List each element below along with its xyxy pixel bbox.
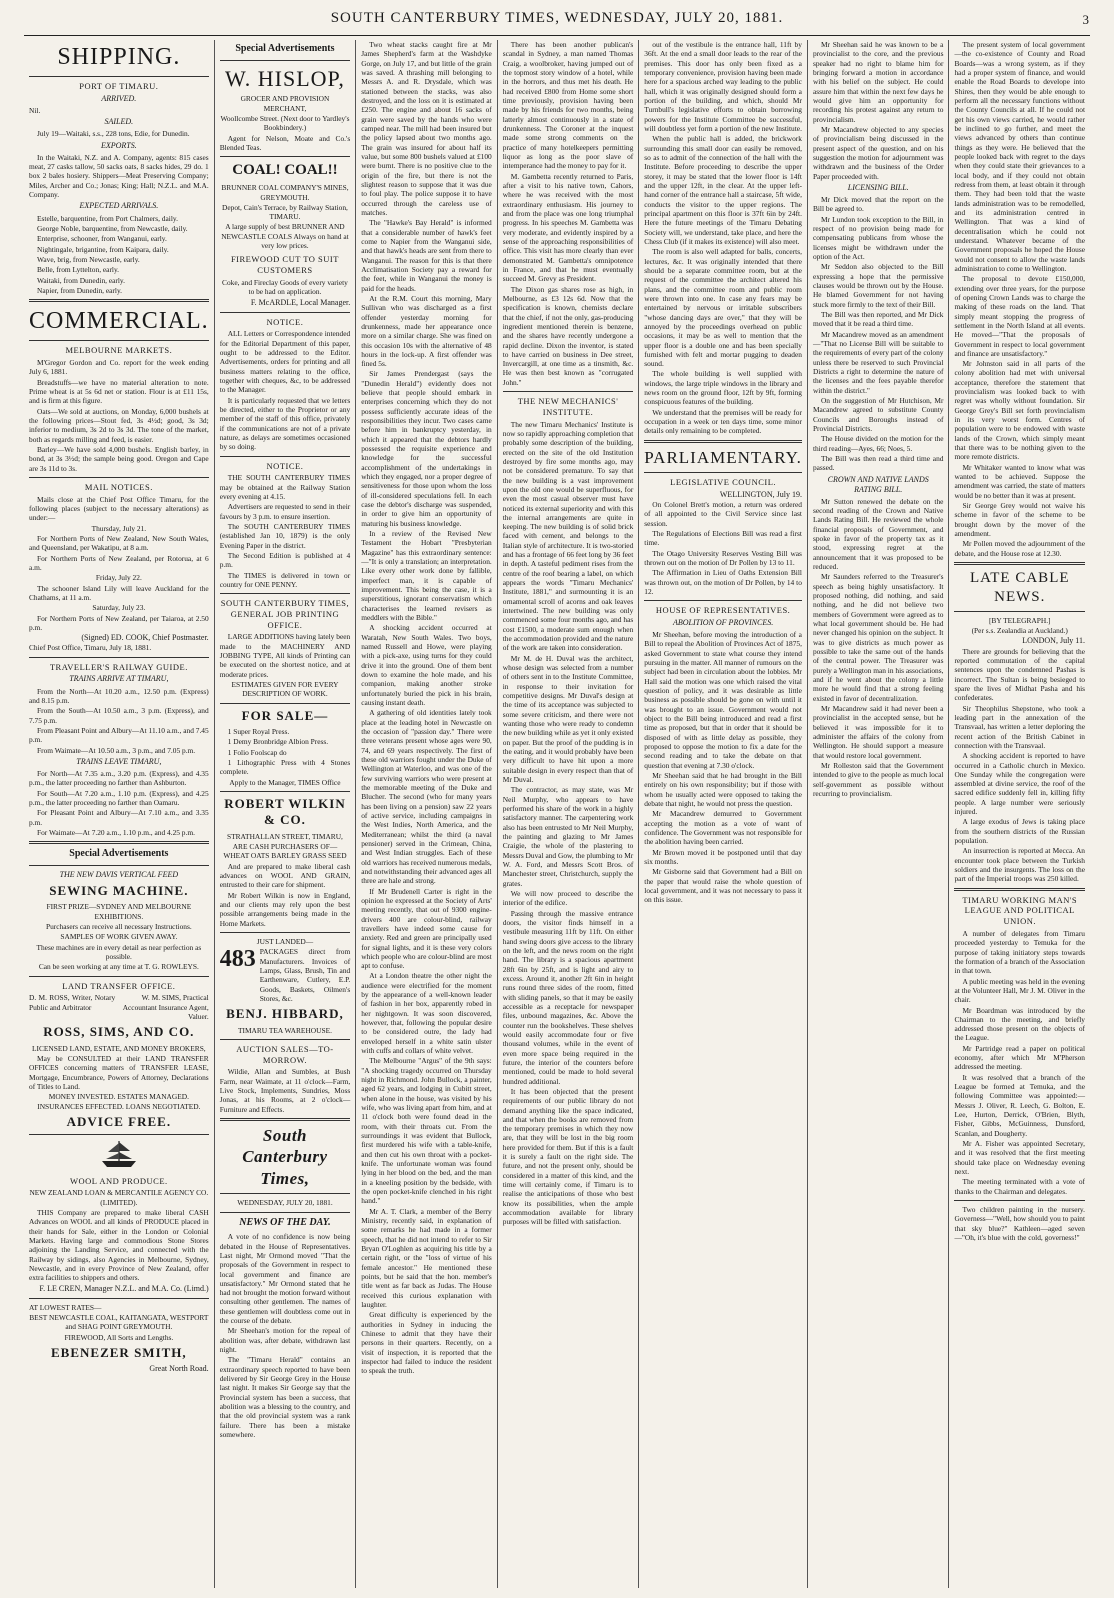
hr-para: Mr Brown moved it be postponed until that day six months. bbox=[644, 847, 802, 866]
article-para: Mr Sutton renewed the debate on the second reading of the Crown and Native Lands Rating Bill. He reviewed the whole financial proposals of Government, and spoke in favor of the property tax as it stood, expressing regret at the announcement that it was proposed to be reduced. bbox=[812, 496, 944, 571]
article-para: If Mr Brudenell Carter is right in the opinion he expressed at the Society of Arts' meeting recently, that out of 9300 engine-drivers 400 are colour-blind, railway travellers have indeed some cause for anxiety. Red and green are principally used for signal lights, and it is these very colors which people who are colour-blind are most apt to confuse. bbox=[361, 886, 492, 971]
divider bbox=[220, 1193, 351, 1194]
partners-row bbox=[29, 993, 209, 1021]
heading-legislative-council: LEGISLATIVE COUNCIL. bbox=[670, 477, 777, 488]
article-para: Mr Macandrew moved as an amendment —"That no License Bill will be suitable to the requirements of every part of the colony unless there be reserved to such Provincial Districts a right to determine the nature of the licenses and the fees payable therefor within the district." bbox=[812, 329, 944, 395]
mail-para: For Northern Ports of New Zealand, per Rotorua, at 6 a.m. bbox=[29, 553, 209, 573]
column-5 bbox=[639, 40, 808, 1588]
league-para: It was resolved that a branch of the League be formed at Temuka, and the following Committee was appointed:—Messrs J. Oliver, R. Leech, G. Bolton, E. Lee, Hurton, Derrick, O'Brien, Blyth, Fisher, Gibbs, McGuinness, Dunsford, Scanlan, and Dougherty. bbox=[954, 1072, 1085, 1138]
licensed-body: May be CONSULTED at their LAND TRANSFER OFFICES concerning matters of TRANSFER LEASE, Mortgage, Encumbrance, Powers of Attorney, Declarations of Titles to Land. bbox=[29, 1053, 209, 1091]
heading-shipping: SHIPPING. bbox=[57, 44, 181, 70]
divider bbox=[644, 472, 802, 473]
notice-para: It is particularly requested that we letters be directed, either to the Proprietor or any member of the staff of this office, privately if the communications are not of a private nature, as delays are sometimes occasioned by so doing. bbox=[219, 395, 351, 452]
article-para: The House divided on the motion for the third reading—Ayes, 66; Noes, 5. bbox=[812, 434, 944, 453]
divider bbox=[954, 562, 1085, 565]
prize-line: FIRST PRIZE—SYDNEY AND MELBOURNE EXHIBITIONS. bbox=[46, 902, 192, 921]
newspaper-columns bbox=[24, 40, 1090, 1588]
article-para: The Bill was then reported, and Mr Dick moved that it be read a third time. bbox=[812, 309, 944, 329]
divider bbox=[29, 657, 209, 658]
mail-date: Thursday, July 21. bbox=[91, 523, 147, 533]
firewood-line: FIREWOOD CUT TO SUIT CUSTOMERS bbox=[230, 254, 339, 276]
expected-item: George Noble, barquentine, from Newcastle, daily. bbox=[37, 223, 188, 233]
mail-signature: (Signed) ED. COOK, Chief Postmaster. bbox=[81, 633, 209, 643]
notice-para: The Second Edition is published at 4 p.m. bbox=[219, 550, 351, 570]
per-zealandia: (Per s.s. Zealandia at Auckland.) bbox=[971, 626, 1068, 636]
leave-para: For Pleasant Point and Albury—At 7.10 a.m., and 3.35 p.m. bbox=[29, 808, 209, 827]
article-para: The proposal to devote £150,000, extending over three years, for the purpose of opening Crown Lands was to charge the making of these roads on the land. That simply meant stopping the progress of settlement in the North Island at all events. He moved—"That the proposals of Government in respect to local government and finance are unsatisfactory." bbox=[954, 274, 1085, 358]
divider bbox=[644, 600, 802, 601]
article-para: Great difficulty is experienced by the authorities in Sydney in inducing the Chinese to admit that they have their persons in their quarters. Recently, on a visit of inspection, it is reported that the inspector had failed to induce the resident to speak the truth. bbox=[361, 1310, 492, 1376]
divider bbox=[29, 865, 209, 866]
article-para: M. Gambetta recently returned to Paris, after a visit to his native town, Cahors, where he was received with the most extraordinary enthusiasm. His journey to and from the place was one long triumphal progress. In his speeches M. Gambetta was very moderate, and evidently inspired by a sense of the approaching responsibilities of office. This visit has more clearly than ever demonstrated M. Gambetta's omnipotence in France, and that he must eventually succeed M. Grevy as President. bbox=[502, 171, 634, 284]
arrive-para: From Pleasant Point and Albury—At 11.10 a.m., and 7.45 p.m. bbox=[29, 725, 209, 745]
article-para: In a review of the Revised New Testament the Hobart "Presbyterian Magazine" has this extraordinary sentence:—"It is only a translation; an interpretation. Like every other work done by fallible, imperfect man, it is capable of improvement. This being the case, it is a superstitious, ignorant conservatism which characterises the learned revisers as meddlers with the Bible." bbox=[361, 529, 492, 623]
article-para: The Dixon gas shares rose as high, in Melbourne, as £3 12s 6d. Now that the specification is known, chemists declare that the chief, if not the only, gas-producing ingredient mentioned therein is benzene, and the shares have recently undergone a rapid decline. Dixon the inventor, is stated to have carried on business in Dee street, Invercargill, at one time as a tinsmith, &c. He was then best known as "corrugated John." bbox=[502, 284, 634, 387]
divider bbox=[220, 456, 351, 457]
grocer-line: GROCER AND PROVISION MERCHANT, bbox=[240, 94, 330, 113]
column-3 bbox=[356, 40, 498, 1588]
heading-parliamentary: PARLIAMENTARY. bbox=[644, 447, 802, 467]
hr-para: Mr Sheehan said that he had brought in the Bill entirely on his own responsibility; but if those with whom he usually acted were opposed to taking the debate that night, he would not press the question. bbox=[644, 770, 802, 808]
leave-para: For South—At 7.20 a.m., 1.10 p.m. (Express), and 4.25 p.m., the latter proceeding no farther than Oamaru. bbox=[29, 788, 209, 807]
lowest-rates: AT LOWEST RATES— bbox=[29, 1302, 102, 1312]
notice-para: ALL Letters or Correspondence intended for the Editorial Department of this paper, ought to be addressed to the Editor. Advertisements, orders for printing and all business matters relating to the office, together with cheques, &c, to be addressed to the Manager. bbox=[219, 329, 351, 395]
paper-title: South Canterbury Times, bbox=[242, 1126, 328, 1188]
heading-land-transfer: LAND TRANSFER OFFICE. bbox=[62, 980, 176, 991]
paper-date: WEDNESDAY, JULY 20, 1881. bbox=[237, 1198, 333, 1208]
divider bbox=[220, 156, 351, 157]
article-para: Mr Rolleston said that the Government intended to give to the people as much local self-government as possible without recurring to provincialism. bbox=[812, 760, 944, 798]
divider bbox=[220, 1212, 351, 1213]
article-para: A gathering of old identities lately took place at the leading hotel in Newcastle on the occasion of "passion day." There were three veterans present whose ages were 90, 74, and 69 years respectively. The first of these old warriors fought under the Duke of Wellington at Waterloo, and was one of the few surviving warriors who were present at the memorable meeting of the Duke and Blucher. The second (who for many years has been living on a pension) saw 22 years of active service, including campaigns in the West Indies, North America, and the Mediterranean; whilst the third (a naval pensioner) served in the Crimean, China, and West Indian struggles. Each of these old warriors has received numerous medals, and notwithstanding their advanced ages all three are hale and strong. bbox=[361, 708, 492, 886]
article-para: When the public hall is added, the brickwork surrounding this small door can easily be removed, so as to admit of the connection of the hall with the Institute. Before proceeding to describe the upper storey, it may be stated that the lower floor is 14ft and the upper 12ft, in the clear. At the upper left-hand corner of the entrance hall a staircase, 5ft wide, conducts the visitor to the upper regions. The principal apartment on this floor is 37ft 6in by 24ft. Here the future meetings of the Timaru Debating Society will, we understand, take place, and here the Chess Club (if it makes its existence) will also meet. bbox=[644, 134, 802, 246]
heading-licensing-bill: LICENSING BILL. bbox=[847, 182, 909, 192]
expected-item: Estelle, barquentine, from Port Chalmers, daily. bbox=[37, 213, 178, 223]
hibbard-sub: TIMARU TEA WAREHOUSE. bbox=[237, 1025, 332, 1035]
arrived-text: Nil. bbox=[29, 106, 41, 116]
article-para: Mr Saunders referred to the Treasurer's speech as being highly unsatisfactory. It proposed nothing, did nothing, and said nothing, and he did not believe two members of Government were agreed as to what local government should be. He had never changed his opinion on the subject. It was to give districts as much power as possible to take the same out of the hands of the central power. The Treasurer was purely a Wellington man in his associations, and if he went about the colony a little more he would find that a strong feeling existed in favor of decentralization. bbox=[812, 572, 944, 703]
wilkin-para: Mr Robert Wilkin is now in England, and our clients may rely upon the best possible arrangements being made in the Home Markets. bbox=[219, 890, 351, 928]
purchasers-line: Purchasers can receive all necessary Instructions. bbox=[45, 921, 192, 931]
heading-port: PORT OF TIMARU. bbox=[79, 81, 159, 92]
heading-special-ads: Special Advertisements bbox=[235, 43, 335, 54]
hr-para: Mr Macandrew demurred to Government accepting the motion as a vote of want of confidence. The Government was not responsible for the abolition having been carried. bbox=[644, 809, 802, 847]
exports-text: In the Waitaki, N.Z. and A. Company, agents: 815 cases meat, 27 casks tallow, 50 sacks oats, 8 sacks hides, 29 do. 1 box 2 bales hosiery. Shippers—Meat Preserving Company; Miles, Archer and Co.; Jonas; King; Hall; N.Z.L. and M.A. Company. bbox=[29, 152, 209, 200]
for-sale-item: 1 Super Royal Press. bbox=[227, 727, 290, 736]
article-para: The new Timaru Mechanics' Institute is now so rapidly approaching completion that probably some description of the building, erected on the site of the old Institution destroyed by fire some months ago, may not be considered premature. To say that the new building is a vast improvement upon the old one would be superfluous, for even the most casual observer must have noticed its external superiority and with this the internal arrangements are quite in keeping. The new building is of solid brick faced with cement, and belongs to the Italian style of architecture. It is two-storied and has a frontage of 66 feet long by 36 feet in depth. A tasteful pediment rises from the centre of the roof bearing a label, on which appears the words "Timaru Mechanics' Institute, 1881," and surmounting it is an ornamental scroll of acorns and oak leaves intertwined. The new building was only commenced some four months ago, and has cost £1500, a moderate sum enough when the accommodation provided and the nature of the work are taken into consideration. bbox=[502, 419, 634, 653]
for-sale-item: 1 Demy Bronbridge Albion Press. bbox=[227, 737, 329, 747]
divider bbox=[29, 76, 209, 77]
notice-para: The TIMES is delivered in town or country for ONE PENNY. bbox=[219, 570, 351, 589]
samples-line: SAMPLES OF WORK GIVEN AWAY. bbox=[60, 932, 178, 942]
heading-special-ads: Special Advertisements bbox=[69, 848, 169, 860]
hr-para: Mr Gisborne said that Government had a Bill on the paper that would raise the whole question of local government, and it was not necessary to pass it on this issue. bbox=[644, 867, 802, 905]
depot-line: Depot, Cain's Terrace, by Railway Station, TIMARU. bbox=[222, 202, 348, 222]
mail-para: For Northern Ports of New Zealand, per Taiaroa, at 2.50 p.m. bbox=[29, 613, 209, 633]
wilkin-name: ROBERT WILKIN & CO. bbox=[224, 795, 346, 828]
divider bbox=[29, 477, 209, 478]
article-para: out of the vestibule is the entrance hall, 11ft by 36ft. At the end a small door leads to the rear of the premises. This door has only been fixed as a temporary convenience, provision having been made here for a spacious arched way leading to the public hall, which it was originally designed should form a portion of the building, and which, should Mr Turnbull's legislative efforts to obtain borrowing powers for the Institute Committee be successful, will doubtless yet form a portion of the new Institute. bbox=[644, 40, 802, 133]
article-para: Mr Lundon took exception to the Bill, in respect of no provision being made for compensating publicans from whose the licenses might be withdrawn under the option of the Act. bbox=[812, 214, 944, 261]
landed-block bbox=[220, 947, 351, 1003]
smith-address: Great North Road. bbox=[149, 1364, 209, 1374]
hislop-name: W. HISLOP, bbox=[225, 65, 345, 91]
divider bbox=[29, 299, 209, 302]
divider bbox=[220, 1118, 351, 1121]
divider bbox=[220, 932, 351, 933]
lc-para: The Affirmation in Lieu of Oaths Extension Bill was thrown out, on the motion of Dr Pollen, by 14 to 12. bbox=[644, 568, 802, 596]
article-para: The Melbourne "Argus" of the 9th says: "A shocking tragedy occurred on Thursday night in Richmond. John Bullock, a painter, aged 62 years, and lodging in Cubitt street, when alone in the house, was visited by his wife, who was living apart from him, and at 11 o'clock both were found dead in the room, with their throats cut. From the surroundings it was evident that Bullock, first murdered his wife with a table-knife, and then cut his own throat with a pocket-knife. The unfortunate woman was found lying in her blood on the bed, and the man in a kneeling position by the bedside, with the open pocket-knife clenched in his right hand." bbox=[361, 1056, 492, 1206]
heading-late-cable: LATE CABLE NEWS. bbox=[969, 570, 1070, 605]
lc-para: On Colonel Brett's motion, a return was ordered of all appointed to the Civil Service since last session. bbox=[644, 499, 802, 528]
for-sale-title: FOR SALE— bbox=[241, 707, 329, 723]
divider bbox=[220, 1039, 351, 1040]
landed-body: PACKAGES direct from Manufacturers. Invoices of Lamps, Glass, Brush, Tin and Earthenware, Cutlery, E.P. Goods, Baskets, Oilmen's Stores, &c. bbox=[259, 947, 351, 1003]
heading-mechanics-institute: THE NEW MECHANICS' INSTITUTE. bbox=[517, 396, 619, 417]
expected-item: Enterprise, schooner, from Wanganui, early. bbox=[37, 234, 167, 244]
mail-date: Saturday, July 23. bbox=[92, 603, 146, 613]
article-para: Mr Pollen moved the adjournment of the debate, and the House rose at 12.30. bbox=[954, 539, 1085, 558]
melb-para: M'Gregor Gordon and Co. report for the week ending July 6, 1881. bbox=[29, 358, 209, 377]
news-para: A vote of no confidence is now being debated in the House of Representatives. Last night, Mr Ormond moved "That the proposals of the Government in respect to local government and finance are unsatisfactory." Mr Ormond stated that he had not brought the motion forward without consulting other gentlemen. The names of these gentlemen will doubtless come out in the course of the debate. bbox=[219, 1232, 351, 1326]
for-sale-item: 1 Folio Foolscap do bbox=[227, 747, 287, 757]
article-para: We will now proceed to describe the interior of the edifice. bbox=[502, 888, 634, 908]
article-para: Mr M. de H. Duval was the architect, whose design was selected from a number of others sent in to the Institute Committee, in response to their invitation for competitive designs. Mr Duval's design at the time of its acceptance was subjected to some severe criticism, and there were not wanting those who were ready to condemn the new building while as yet it only existed on paper. But the proof of the pudding is in the eating, and it would probably have been very difficult to have hit upon a more suitable design in every respect than that of Mr Duval. bbox=[502, 653, 634, 785]
divider bbox=[220, 312, 351, 313]
lc-para: The Regulations of Elections Bill was read a first time. bbox=[644, 528, 802, 548]
notice-para: THE SOUTH CANTERBURY TIMES may be obtained at the Railway Station every evening at 4.15. bbox=[219, 473, 351, 501]
melb-para: Breadstuffs—we have no material alteration to note. Prime wheat is at 5s 6d net or station. Flour is at £11 15s, and is firm at this figure. bbox=[29, 377, 209, 406]
leave-para: For Waimate—At 7.20 a.m., 1.10 p.m., and 4.25 p.m. bbox=[37, 827, 195, 837]
brunner-line: BRUNNER COAL COMPANY'S MINES, GREYMOUTH. bbox=[221, 183, 349, 202]
heading-railway: TRAVELLER'S RAILWAY GUIDE. bbox=[49, 661, 188, 672]
divider bbox=[220, 791, 351, 792]
grocer-address: Woollcombe Street. (Next door to Yardley's Bookbindery.) bbox=[220, 113, 350, 133]
article-para: There has been another publican's scandal in Sydney, a man named Thomas Craig, a woolbroker, having jumped out of the topmost story window of a hotel, while in the horrors, and thus met his death. He had received £800 from Home some short time previously, provision having been made by his friends for two months, being latterly almost continuously in a state of drunkenness. The Coroner at the inquest made some strong comments on the practice of many hotelkeepers permitting liquor as long as the poor slave of intemperance had the money to pay for it. bbox=[502, 40, 634, 171]
article-para: Mr Johnston said in all parts of the colony abolition had met with universal acceptance, therefore the statement that provincialism was looked back to with regret was wholly without foundation. Sir George Grey's Bill set forth provincialism in its very worst form. Centres of population were to be endowed with waste lands of the Crown, which simply meant that there was to be nothing given to the more remote districts. bbox=[954, 359, 1085, 462]
lecren-signature: F. LE CREN, Manager N.Z.L. and M.A. Co. (Limd.) bbox=[39, 1283, 209, 1293]
melb-para: Oats—We sold at auctions, on Monday, 6,000 bushels at the following prices—Stout fed, 3s 4½d; good, 3s 3d; inferior to medium, 3s 2d to 3s 3d. The tone of the market, both as regards milling and feed, is easier. bbox=[29, 406, 209, 444]
nzloan-body: THIS Company are prepared to make liberal CASH Advances on WOOL and all kinds of PRODUCE placed in their hands for Sale, either in the London or Colonial Markets. Having large and commodious Stone Stores adjoining the Landing Service, and connected with the Railway by sidings, also Agencies in Melbourne, Sydney, Newcastle, and in every Province of New Zealand, offer extra facilities to shippers and others. bbox=[29, 1207, 209, 1283]
heading-trains-arrive: TRAINS ARRIVE AT TIMARU, bbox=[69, 674, 169, 684]
article-para: The whole building is well supplied with windows, the large triple windows in the library and news room on the ground floor, 12ft by 9ft, forming conspicuous features of the building. bbox=[644, 369, 802, 407]
column-4 bbox=[498, 40, 640, 1588]
grocer-agent: Agent for Nelson, Moate and Co.'s Blended Teas. bbox=[219, 133, 351, 152]
expected-item: Nightingale, brigantine, from Kaipara, daily. bbox=[37, 244, 169, 254]
advice-free: ADVICE FREE. bbox=[66, 1113, 172, 1129]
heading-exports: EXPORTS. bbox=[100, 140, 137, 150]
heading-notice: NOTICE. bbox=[266, 316, 304, 327]
league-para: A number of delegates from Timaru proceeded yesterday to Temuka for the purpose of taking initiatory steps towards the formation of a branch of the Association in that town. bbox=[954, 928, 1085, 976]
licensed-line: LICENSED LAND, ESTATE, AND MONEY BROKERS, bbox=[32, 1043, 206, 1053]
supply-line: A large supply of best BRUNNER AND NEWCASTLE COALS Always on hand at very low prices. bbox=[221, 222, 349, 251]
article-para: At the R.M. Court this morning, Mary Sullivan who was discharged as a first offender yesterday morning for drunkenness, made her appearance once more on a similar charge. She was fined on this occasion 10s with the alternative of 48 hours in the lock-up. A first offender was fined 5s. bbox=[361, 293, 492, 369]
sailed-text: July 19—Waitaki, s.s., 228 tons, Edie, for Dunedin. bbox=[37, 129, 190, 139]
mcardle-signature: F. McARDLE, Local Manager. bbox=[250, 297, 351, 307]
divider bbox=[220, 703, 351, 704]
article-para: A shocking accident occurred at Waratah, New South Wales. Two boys, named Russell and Howe, were playing with a pick-axe, using turns for they could drive it into the ground. One of them bent down to examine the hole made, and his companion, making another stroke unfortunately buried the pick in his brain, causing instant death. bbox=[361, 623, 492, 707]
jobprint-para: LARGE ADDITIONS having lately been made to the MACHINERY AND JOBBING TYPE, All kinds of Printing can be executed on the shortest notice, and at moderate prices. bbox=[219, 632, 351, 679]
landed-number: 483 bbox=[219, 946, 256, 973]
page-number: 3 bbox=[1082, 12, 1090, 27]
article-para: Sir James Prendergast (says the "Dunedin Herald") evidently does not believe that people should embark in enterprises concerning which they do not possess sufficiently accurate ideas of the responsibilities they incur. Two cases came before him in bankruptcy yesterday, in which it appeared that the debtors hardly possessed the requisite experience and knowledge for the successful accomplishment of the undertakings in which they engaged, nor a proper degree of sensitiveness for those upon whom the loss of ill-considered speculations fell. In each case the debtor's discharge was suspended, in order to give him an opportunity of maturing his business knowledge. bbox=[361, 369, 492, 528]
masthead bbox=[24, 10, 1090, 36]
article-para: Mr Whitaker wanted to know what was wanted to be achieved. Suppose the amendment was carried, the state of matters would be no better than it was at present. bbox=[954, 462, 1085, 500]
article-para: Mr Macandrew objected to any species of provincialism being discussed in the present aspect of the question, and on his suggestion the motion for adjournment was withdrawn and the business of the Order Paper proceeded with. bbox=[812, 124, 944, 181]
article-para: It has been objected that the present requirements of our public library do not demand anything like the space indicated, and that when the books are removed from the temporary premises in which they now are, that they will be lost in the big room here provided for them. But if this is a fault it is surely a fault on the right side. The future, and not the present only, should be considered in a matter of this kind, and the time will certainly come, if Timaru is to realise the anticipations of those who best know its possibilities, when the ample accommodation available for library purposes will be filled with satisfaction. bbox=[502, 1086, 634, 1227]
news-para: The "Timaru Herald" contains an extraordinary speech reported to have been delivered by Sir George Grey in the House last night. It makes Sir George say that the Provincial system has been a success, that abolition was a blessing to the country, and that the old provincial system was a rank failure. There has been a mistake somewhere. bbox=[219, 1355, 351, 1440]
article-para: Passing through the massive entrance doors, the visitor finds himself in a vestibule measuring 11ft by 11ft. On either hand swing doors give access to the library on the left, and the news room on the right hand. The library is a spacious apartment 28ft 6in by 25ft, and is light and airy to excess. Around it, another 2ft 6in in height runs round three sides of the room, fitted with sliding panels, so that it may be easily accessible as a receptacle for newspaper files, unbound magazines, &c. Above the counter run the bookshelves. These shelves would easily accommodate four or five thousand volumes, while in the event of even more space being required in the future, the interior of the counters before mentioned, could be made to hold several hundred additional. bbox=[502, 908, 634, 1086]
davis-line: THE NEW DAVIS VERTICAL FEED bbox=[59, 869, 179, 879]
divider bbox=[29, 976, 209, 977]
firewood-line: FIREWOOD, All Sorts and Lengths. bbox=[64, 1332, 174, 1342]
lc-para: The Otago University Reserves Vesting Bill was thrown out on the motion of Dr Pollen by 13 to 11. bbox=[644, 548, 802, 567]
money-line: MONEY INVESTED. ESTATES MANAGED. INSURANCES EFFECTED. LOANS NEGOTIATED. bbox=[37, 1092, 201, 1111]
coals-line: BEST NEWCASTLE COAL, KAITANGATA, WESTPORT and SHAG POINT GREYMOUTH. bbox=[29, 1313, 209, 1332]
cable-para: An insurrection is reported at Mecca. An encounter took place between the Turkish soldiers and the insurgents. The loss on the part of the Imperial troops was 250 killed. bbox=[954, 846, 1085, 884]
cable-para: A large exodus of Jews is taking place from the southern districts of the Russian population. bbox=[954, 817, 1085, 846]
arrive-para: From the North—At 10.20 a.m., 12.50 p.m. (Express) and 8.15 p.m. bbox=[29, 686, 209, 705]
sewing-machine-title: SEWING MACHINE. bbox=[49, 882, 189, 898]
heading-sailed: SAILED. bbox=[104, 117, 134, 127]
divider bbox=[29, 841, 209, 844]
wilkin-address: STRATHALLAN STREET, TIMARU, bbox=[226, 831, 343, 841]
heading-crown-lands-bill: CROWN AND NATIVE LANDS RATING BILL. bbox=[827, 474, 929, 494]
heading-melbourne: MELBOURNE MARKETS. bbox=[65, 345, 173, 356]
divider bbox=[503, 391, 634, 392]
article-para: The Bill was then read a third time and passed. bbox=[812, 453, 944, 473]
article-para: Two wheat stacks caught fire at Mr James Shepherd's farm at the Washdyke Gorge, on July 17, and but little of the grain was saved. A thrashing mill belonging to Messrs A. and R. Drysdale, which was stationed between the stacks, was also destroyed, and the loss on it is estimated at £250. The engine and about 16 sacks of grain were saved by the hands who were camped near. The mill had been insured but the policy lapsed about two months ago. The grain was insured for about half its value, but some 800 bushels valued at £100 were burnt. There is no positive clue to the origin of the fire, but there is not the slightest reason to suppose that it was due to foul play. The police suppose it to have occurred through the careless use of matches. bbox=[361, 40, 492, 217]
article-para: Mr Sheehan said he was known to be a provincialist to the core, and the previous speaker had no right to blame him for bringing forward a motion in accordance with his belief on the subject. He could assure him that within the next few days he would give him an opportunity for recording his protest against any return to provincialism. bbox=[812, 40, 944, 124]
heading-job-printing: SOUTH CANTERBURY TIMES, GENERAL JOB PRINTING OFFICE. bbox=[220, 598, 350, 630]
divider bbox=[954, 611, 1085, 612]
league-para: Mr Partridge read a paper on political economy, after which Mr M'Pherson addressed the meeting. bbox=[954, 1043, 1085, 1072]
heading-trains-leave: TRAINS LEAVE TIMARU, bbox=[76, 756, 162, 766]
notice-para: The SOUTH CANTERBURY TIMES (established Jan 10, 1879) is the only Evening Paper in the district. bbox=[219, 521, 351, 550]
column-2 bbox=[215, 40, 357, 1588]
cable-para: There are grounds for believing that the reported commutation of the capital sentences upon the condemned Pashas is incorrect. The Sultan is being besieged to spare the lives of Midhat Pasha and his confederates. bbox=[954, 646, 1085, 703]
wilkin-para: And are prepared to make liberal cash advances on WOOL AND GRAIN, entrusted to their care for shipment. bbox=[219, 861, 351, 890]
expected-item: Waitaki, from Dunedin, early. bbox=[37, 275, 125, 285]
league-para: A public meeting was held in the evening at the Volunteer Hall, Mr J. M. Oliver in the chair. bbox=[954, 976, 1086, 1005]
heading-news: NEWS OF THE DAY. bbox=[239, 1216, 331, 1228]
article-para: The contractor, as may state, was Mr Neil Murphy, who appears to have performed his share of the work in a highly satisfactory manner. The carpentering work also has been entrusted to Mr Neil Murphy, the painting and glazing to Mr James Craigie, the whole of the plastering to Messrs Duval and Gow, the plumbing to Mr W. A. Ford, and Messrs Scott Bros. of Manchester street, Christchurch, supply the grates. bbox=[502, 785, 634, 888]
article-para: Sir George Grey would not waive his scheme in favor of the scheme to be brought down by the mover of the amendment. bbox=[954, 501, 1085, 539]
column-1 bbox=[24, 40, 215, 1588]
nzloan-title: NEW ZEALAND LOAN & MERCANTILE AGENCY CO. (LIMITED). bbox=[29, 1188, 209, 1207]
mail-date: Friday, July 22. bbox=[95, 573, 142, 583]
estimates-line: ESTIMATES GIVEN FOR EVERY DESCRIPTION OF WORK. bbox=[231, 679, 339, 699]
expected-item: Belle, from Lyttelton, early. bbox=[37, 265, 120, 275]
divider bbox=[29, 340, 209, 341]
sailing-ship-icon bbox=[29, 1139, 209, 1171]
melb-para: Barley—We have sold 4,000 bushels. English barley, in bond, at 3s 3½d; the sample being good. Oregon and Cape are 3s 11d to 3s. bbox=[29, 445, 209, 473]
expected-item: Napier, from Dunedin, early. bbox=[37, 285, 123, 295]
mail-para: Mails close at the Chief Post Office Timaru, for the following places (subject to the necessary alterations) as under:— bbox=[29, 494, 209, 523]
for-sale-item: 1 Lithographic Press with 4 Stones complete. bbox=[219, 757, 351, 777]
hr-para: Mr Sheehan, before moving the introduction of a Bill to repeal the Abolition of Provinces Act of 1875, asked Government to state what course they intend pursuing in the matter. All manner of rumours on the subject had been in circulation about the lobbies. Mr Hall said the motion was one which raised the vital question of policy, and it was desirable as little business as possible should be gone on with until it was brought to an issue. Government would not object to the Bill being introduced and read a first time as proposed, but that in order that it should be disposed of with as little delay as possible, they proposed to oppose the motion to fix a date for the second reading and to take the debate on that question that evening at 7.30 o'clock. bbox=[644, 630, 802, 770]
heading-commercial: COMMERCIAL. bbox=[29, 308, 209, 335]
divider bbox=[29, 1134, 209, 1135]
heading-arrived: ARRIVED. bbox=[101, 93, 137, 103]
heading-abolition: ABOLITION OF PROVINCES. bbox=[673, 617, 774, 627]
firm-name: ROSS, SIMS, AND CO. bbox=[43, 1024, 195, 1040]
mail-para: The schooner Island Lily will leave Auckland for the Chathams, at 11 a.m. bbox=[29, 583, 209, 603]
expected-item: Wave, brig, from Newcastle, early. bbox=[37, 254, 140, 264]
article-para: The "Hawke's Bay Herald" is informed that a considerable number of hawk's feet come to Napier from the Wanganui side, and that hawk's heads are sent from there to Wanganui. The reason for this is that there Acclimatisation Society pay a reward for the feet, while in Wanganui the money is paid for the heads. bbox=[361, 218, 492, 293]
divider bbox=[220, 593, 351, 594]
arrive-para: From Waimate—At 10.50 a.m., 3 p.m., and 7.05 p.m. bbox=[37, 745, 196, 755]
for-sale-apply: Apply to the Manager, TIMES Office bbox=[229, 777, 341, 787]
masthead-title: SOUTH CANTERBURY TIMES, WEDNESDAY, JULY 20, 1881. bbox=[330, 10, 784, 26]
arrive-para: From the South—At 10.50 a.m., 3 p.m. (Express), and 7.75 p.m. bbox=[29, 706, 209, 725]
rowleys-line: Can be seen working at any time at T. G. ROWLEYS. bbox=[38, 962, 199, 972]
hibbard-name: BENJ. HIBBARD, bbox=[226, 1006, 344, 1022]
cable-para: A shocking accident is reported to have occurred in a Catholic church in Mexico. One Sunday while the congregation were assembled at divine service, the roof of the sacred edifice suddenly fell in, killing fifty people. A large number were seriously injured. bbox=[954, 751, 1085, 817]
ross-name: D. M. ROSS, Writer, Notary Public and Arbitrator bbox=[29, 993, 116, 1012]
article-para: Mr Dick moved that the report on the Bill be agreed to. bbox=[812, 195, 944, 214]
column-7 bbox=[949, 40, 1090, 1588]
divider bbox=[29, 1298, 209, 1299]
heading-notice: NOTICE. bbox=[266, 460, 304, 471]
league-para: Mr A. Fisher was appointed Secretary, and it was resolved that the first meeting should take place on Wednesday evening next. bbox=[954, 1139, 1085, 1177]
heading-wool: WOOL AND PRODUCE. bbox=[70, 1175, 168, 1186]
article-para: The present system of local government —the co-existence of County and Road Boards—was a wrong system, as if they had a proper system of finance, and would enable the Road Boards to develope into Shires, then they would be able enough to perform all the necessary functions without the County Councils at all. If he could not get his own views carried, he would rather be inclined to go further, and meet the views advanced by others than continue things as they were. He believed that the people looked back with regret to the days when they could state their grievances to a local body, and if they could not obtain redress from them, at least obtain it through them. They had been told that the waste lands administration was to be remodelled, and its administration centred in Wellington. That was a kind of decentralisation which he could not understand. Whatever became of the Government proposals he hoped the House would not consent to allow the waste lands administration to come to Wellington. bbox=[954, 40, 1085, 273]
lc-dateline: WELLINGTON, July 19. bbox=[719, 489, 802, 499]
news-para: Mr Sheehan's motion for the repeal of abolition was, after debate, withdrawn last night. bbox=[219, 1326, 351, 1355]
smith-name: EBENEZER SMITH, bbox=[51, 1344, 187, 1360]
article-para: Mr A. T. Clark, a member of the Berry Ministry, recently said, in explanation of some remarks he had made in a former speech, that he did not intend to refer to Sir Bryan O'Loghlen as acquiring his title by a certain right, or the "loss of virtue of his female ancestor." He mentioned these points, but he said that the hon. member's title went as far back as Judas. The House received this curious explanation with laughter. bbox=[361, 1206, 492, 1309]
divider bbox=[954, 1200, 1085, 1201]
article-para: We understand that the premises will be ready for occupation in a week or ten days time, some minor details only remaining to be completed. bbox=[644, 407, 802, 436]
coke-line: Coke, and Fireclay Goods of every variety to be had on application. bbox=[222, 277, 348, 297]
heading-working-mans-league: TIMARU WORKING MAN'S LEAGUE AND POLITICAL UNION. bbox=[962, 894, 1078, 927]
article-para: On the suggestion of Mr Hutchison, Mr Macandrew agreed to substitute County Councils and Boroughs instead of Provincial Districts. bbox=[812, 395, 944, 433]
coal-title: COAL! COAL!! bbox=[232, 162, 338, 179]
league-para: The meeting terminated with a vote of thanks to the Chairman and delegates. bbox=[954, 1177, 1085, 1196]
sims-name: W. M. SIMS, Practical Accountant Insurance Agent, Valuer. bbox=[122, 993, 209, 1021]
article-para: Mr Seddon also objected to the Bill expressing a hope that the permissive clauses would be thrown out by the House. He blamed Government for not having stuck more firmly to the text of their Bill. bbox=[812, 262, 944, 309]
divider bbox=[644, 440, 802, 443]
cable-dateline: LONDON, July 11. bbox=[1022, 636, 1085, 646]
column-6 bbox=[808, 40, 950, 1588]
heading-expected: EXPECTED ARRIVALS. bbox=[79, 201, 159, 211]
article-para: The room is also well adapted for balls, concerts, lectures, &c. It was originally intended that there should be a separate committee room, but at the request of the committee the architect altered his plans, and the committee room and public room were thrown into one. In case any fears may be entertained by nervous or irritable subscribers "whose dancing days are over," that they will be annoyed by the proceedings overhead on public occasions, it may be as well to mention that the upper floor is a double one and has been specially furnished with felt and mortar pugging to deaden sound. bbox=[644, 247, 802, 369]
divider bbox=[954, 888, 1085, 891]
mail-para: For Northern Ports of New Zealand, New South Wales, and Queensland, per Wakatipu, at 8 a.m. bbox=[29, 534, 209, 553]
divider bbox=[220, 60, 351, 61]
by-telegraph: [BY TELEGRAPH.] bbox=[988, 615, 1051, 625]
auction-para: Wildie, Allan and Sumbles, at Bush Farm, near Waimate, at 11 o'clock—Farm, Live Stock, Implements, Sundries, Moss Jonas, at his Rooms, at 2 o'clock—Furniture and Effects. bbox=[219, 1067, 351, 1114]
heading-house-of-reps: HOUSE OF REPRESENTATIVES. bbox=[655, 605, 791, 616]
article-para: Mr Macandrew said it had never been a provincialist in the accepted sense, but he believed it was impossible for it to administer the affairs of the colony from Wellington. He should support a measure that would restore local government. bbox=[812, 703, 944, 760]
heading-auction: AUCTION SALES—TO-MORROW. bbox=[236, 1044, 334, 1065]
heading-mail: MAIL NOTICES. bbox=[84, 482, 153, 493]
anecdote-para: Two children painting in the nursery. Governess—"Well, how should you to paint that sky blue?" Kathleen—aged seven—"Oh, it's blue with the cold, governess!" bbox=[954, 1205, 1085, 1243]
leave-para: For North—At 7.35 a.m., 3.20 p.m. (Express), and 4.35 p.m., the latter proceeding no farther than Ashburton. bbox=[29, 768, 209, 788]
league-para: Mr Boardman was introduced by the Chairman to the meeting, and briefly addressed those present on the objects of the League. bbox=[954, 1005, 1085, 1043]
machines-line: These machines are in every detail as near perfection as possible. bbox=[36, 942, 202, 961]
just-landed: JUST LANDED— bbox=[256, 937, 314, 946]
cable-para: Sir Theophilus Shepstone, who took a leading part in the annexation of the Transvaal, has written a letter deploring the recent action of the British Cabinet in connection with the Transvaal. bbox=[954, 703, 1085, 750]
article-para: At a London theatre the other night the audience were electrified for the moment by the appearance of a well-known leader of fashion in her box, apparently robed in her nightgown. It was soon discovered, however, that, following the popular desire to be considered outre, the lady had enveloped herself in a white satin ulster with cuffs and collars of white velvet. bbox=[361, 971, 492, 1056]
wilkin-purchasers: ARE CASH PURCHASERS OF— WHEAT OATS BARLEY GRASS SEED bbox=[223, 842, 347, 861]
mail-office: Chief Post Office, Timaru, July 18, 1881. bbox=[29, 643, 152, 653]
notice-para: Advertisers are requested to send in their favours by 3 p.m. to ensure insertion. bbox=[219, 502, 351, 521]
